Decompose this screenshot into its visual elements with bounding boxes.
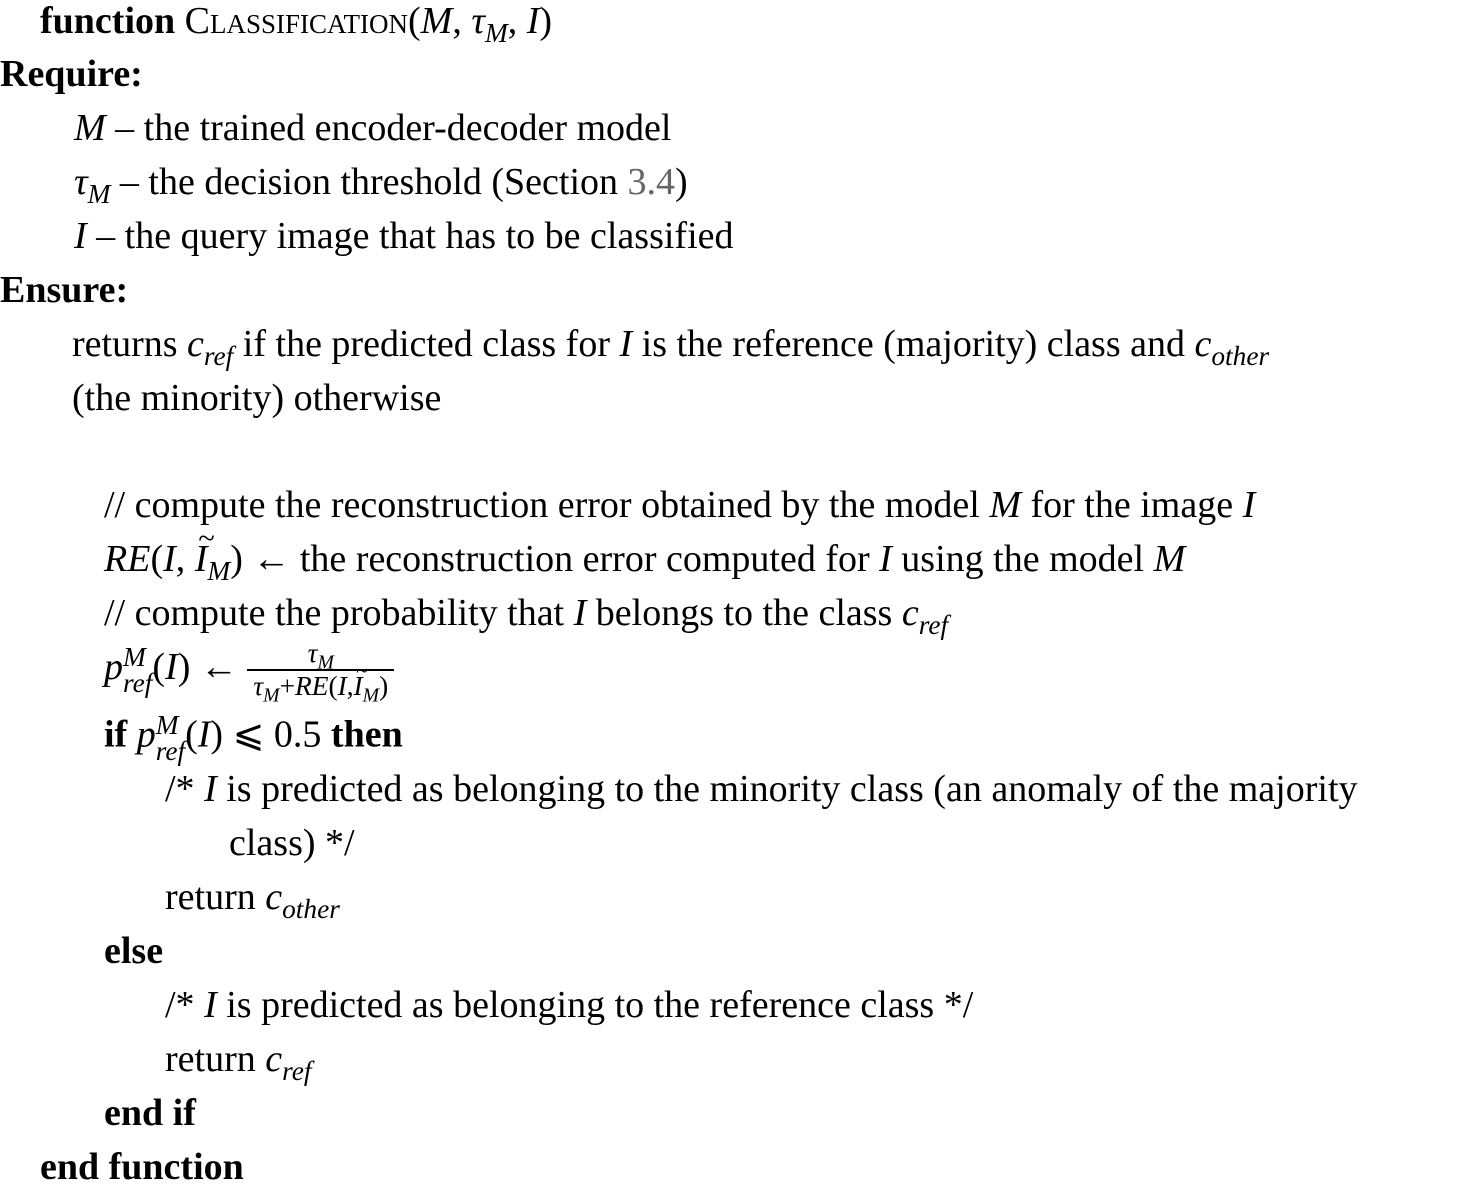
require-item: I – the query image that has to be classified [74,215,734,257]
comment-minority: /* I is predicted as belonging to the minority class (an anomaly of the majority [165,768,1358,810]
function-name: Classification [184,0,409,42]
arg-i: I [526,0,540,42]
ensure-text: returns $c_{ref}$ if the predicted class for I is the reference (majority) class and $c_{other}$ [72,323,1270,371]
require-label: Require: [0,53,143,95]
return-ref: return $c_{ref}$ [165,1038,312,1086]
if-statement: if p M ref (I) ⩽ 0.5 then [104,710,403,766]
ensure-label: Ensure: [0,269,129,311]
require-item: M – the trained encoder-decoder model [74,107,672,149]
function-keyword: function [40,0,176,42]
function-header: function Classification(M, $\tau_M$, I) [40,0,553,48]
require-item: $\tau_M$ – the decision threshold (Section 3.4) [74,161,688,209]
ensure-text-line2: (the minority) otherwise [72,377,442,419]
section-reference-link[interactable]: 3.4 [627,161,676,203]
end-function-keyword: end function [40,1146,244,1188]
arg-tau: τ [471,0,485,42]
arg-m: M [420,0,453,42]
comment-minority-line2: class) */ [229,822,355,864]
end-if-keyword: end if [104,1092,196,1134]
else-keyword: else [104,930,164,972]
return-other: return $c_{other}$ [165,876,340,924]
comment-reference: /* I is predicted as belonging to the reference class */ [165,984,974,1026]
comment-reconstruction: // compute the reconstruction error obtained by the model M for the image I [104,484,1256,526]
re-assignment: RE(I, ~ $I_M$) ← the reconstruction error computed for I using the model M [104,540,1185,578]
probability-assignment: p M ref (I) ← $\frac{\tau_M}{\tau_M+RE(I,\sim I_M)}$ [104,640,394,701]
probability-fraction: $\frac{\tau_M}{\tau_M+RE(I,\sim I_M)}$ [247,640,394,701]
comment-probability: // compute the probability that I belongs to the class $c_{ref}$ [104,592,949,640]
